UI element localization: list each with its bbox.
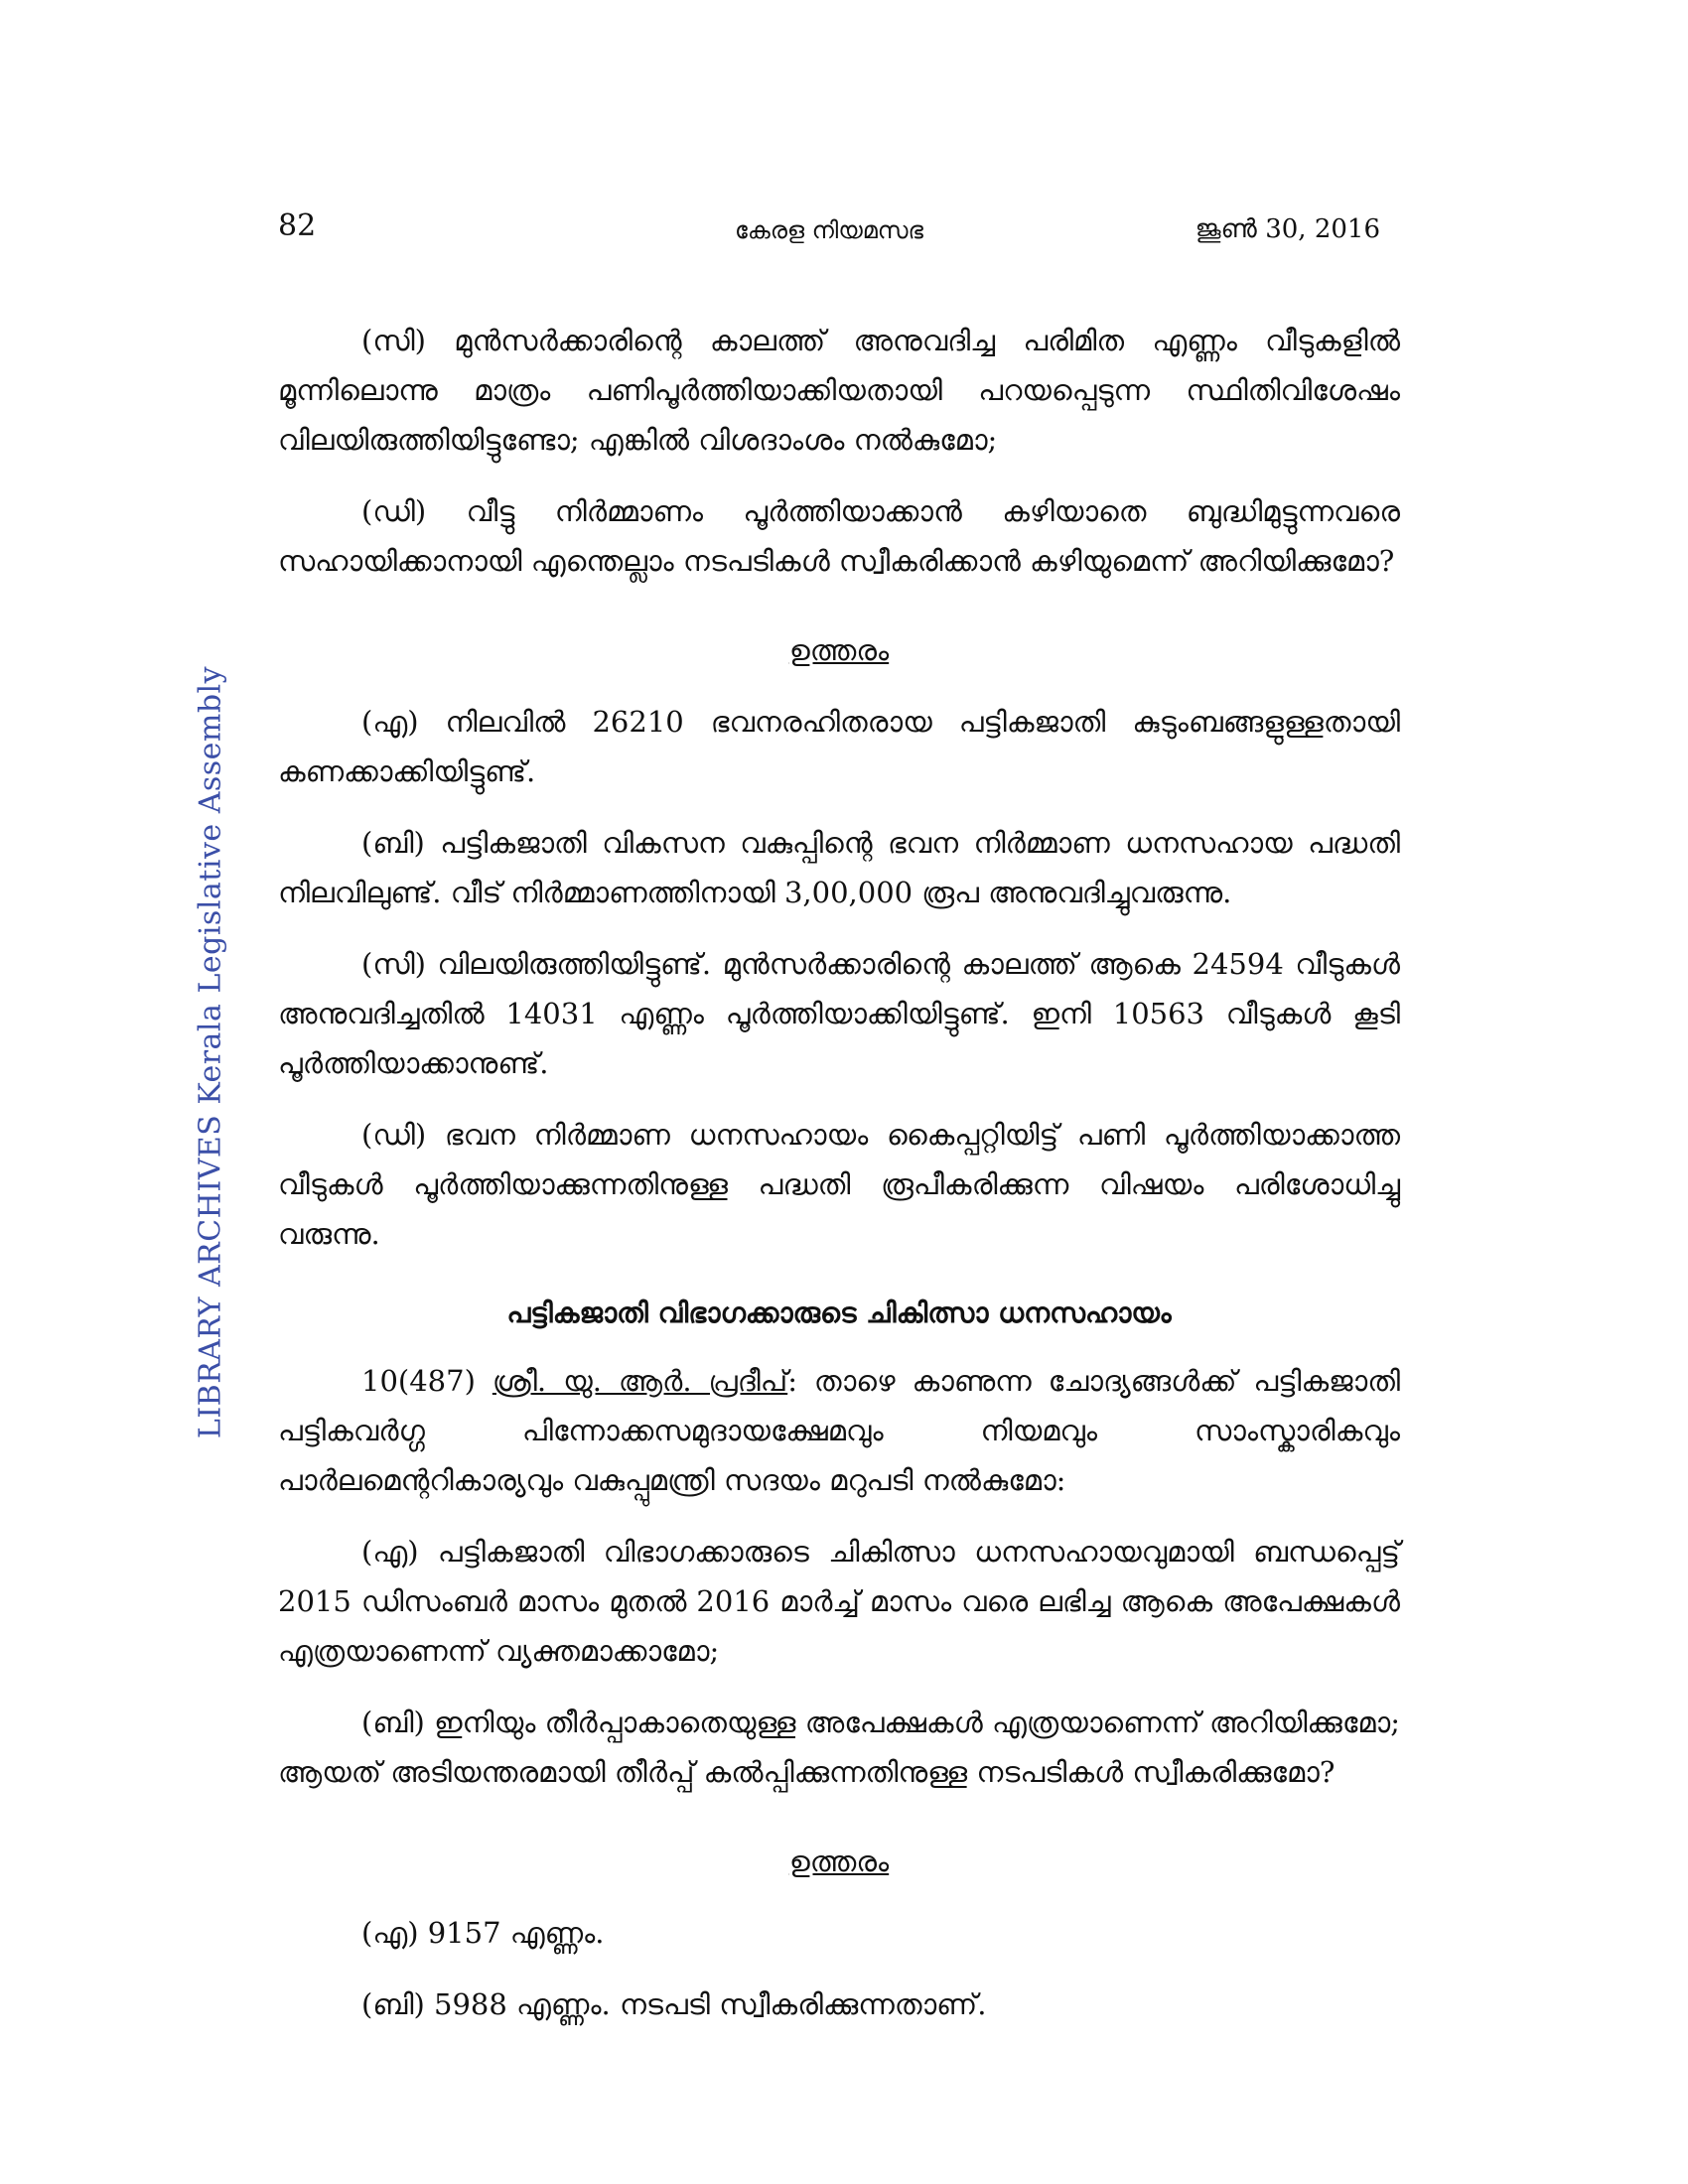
answer-1-part-b: (ബി) പട്ടികജാതി വികസന വകുപ്പിന്റെ ഭവന നിർമ്മാണ ധനസഹായ പദ്ധതി നിലവിലുണ്ട്. വീട് നിർമ്മാണത്തിനായി 3,00,000 രൂപ അനുവദിച്ചുവരുന്നു. (278, 826, 1400, 909)
page-number: 82 (278, 208, 317, 243)
question-2-intro (278, 1356, 1400, 1505)
section-heading: പട്ടികജാതി വിഭാഗക്കാരുടെ ചികിത്സാ ധനസഹായം (506, 1297, 1172, 1329)
answer-heading-1: ഉത്തരം (788, 633, 890, 667)
document-body (278, 316, 1400, 2051)
member-name: ശ്രീ. യു. ആർ. പ്രദീപ് (492, 1364, 788, 1398)
question-number: 10(487) (361, 1364, 476, 1398)
answer-2-part-b: (ബി) 5988 എണ്ണം. നടപടി സ്വീകരിക്കുന്നതാണ്. (361, 1987, 987, 2021)
answer-1-part-a: (എ) നിലവിൽ 26210 ഭവനരഹിതരായ പട്ടികജാതി കുടുംബങ്ങളുള്ളതായി കണക്കാക്കിയിട്ടുണ്ട്. (278, 705, 1400, 788)
answer-1-part-c: (സി) വിലയിരുത്തിയിട്ടുണ്ട്. മുൻസർക്കാരിന്റെ കാലത്ത് ആകെ 24594 വീടുകൾ അനുവദിച്ചതിൽ 14031 എണ്ണം പൂർത്തിയാക്കിയിട്ടുണ്ട്. ഇനി 10563 വീടുകൾ കൂടി പൂർത്തിയാക്കാനുണ്ട്. (278, 947, 1400, 1080)
page-header (278, 208, 1380, 258)
question-2-part-b: (ബി) ഇനിയും തീർപ്പാകാതെയുള്ള അപേക്ഷകൾ എത്രയാണെന്ന് അറിയിക്കുമോ; ആയത് അടിയന്തരമായി തീർപ്പ് കൽപ്പിക്കുന്നതിനുള്ള നടപടികൾ സ്വീകരിക്കുമോ? (278, 1706, 1400, 1789)
answer-heading-2: ഉത്തരം (788, 1844, 890, 1878)
answer-2-part-a: (എ) 9157 എണ്ണം. (361, 1916, 605, 1950)
archive-watermark: LIBRARY ARCHIVES Kerala Legislative Assembly (193, 665, 228, 1439)
question-1-part-d: (ഡി) വീട്ടു നിർമ്മാണം പൂർത്തിയാക്കാൻ കഴിയാതെ ബുദ്ധിമുട്ടുന്നവരെ സഹായിക്കാനായി എന്തെല്ലാം നടപടികൾ സ്വീകരിക്കാൻ കഴിയുമെന്ന് അറിയിക്കുമോ? (278, 494, 1400, 578)
header-date: ജൂൺ 30, 2016 (1195, 214, 1380, 244)
answer-1-part-d: (ഡി) ഭവന നിർമ്മാണ ധനസഹായം കൈപ്പറ്റിയിട്ട് പണി പൂർത്തിയാക്കാത്ത വീടുകൾ പൂർത്തിയാക്കുന്നതിനുള്ള പദ്ധതി രൂപീകരിക്കുന്ന വിഷയം പരിശോധിച്ചു വരുന്നു. (278, 1118, 1400, 1251)
question-2-part-a: (എ) പട്ടികജാതി വിഭാഗക്കാരുടെ ചികിത്സാ ധനസഹായവുമായി ബന്ധപ്പെട്ട് 2015 ഡിസംബർ മാസം മുതൽ 2016 മാർച്ച് മാസം വരെ ലഭിച്ച ആകെ അപേക്ഷകൾ എത്രയാണെന്ന് വ്യക്തമാക്കാമോ; (278, 1535, 1400, 1668)
header-title: കേരള നിയമസഭ (734, 216, 924, 244)
question-1-part-c: (സി) മുൻസർക്കാരിന്റെ കാലത്ത് അനുവദിച്ച പരിമിത എണ്ണം വീടുകളിൽ മൂന്നിലൊന്നു മാത്രം പണിപൂർത്തിയാക്കിയതായി പറയപ്പെടുന്ന സ്ഥിതിവിശേഷം വിലയിരുത്തിയിട്ടുണ്ടോ; എങ്കിൽ വിശദാംശം നൽകുമോ; (278, 324, 1400, 457)
question-2-intro-text: : താഴെ കാണുന്ന ചോദ്യങ്ങൾക്ക് പട്ടികജാതി പട്ടികവർഗ്ഗ പിന്നോക്കസമുദായക്ഷേമവും നിയമവും സാംസ്കാരികവും പാർലമെന്ററികാര്യവും വകുപ്പുമന്ത്രി സദയം മറുപടി നൽകുമോ: (278, 1364, 1400, 1497)
